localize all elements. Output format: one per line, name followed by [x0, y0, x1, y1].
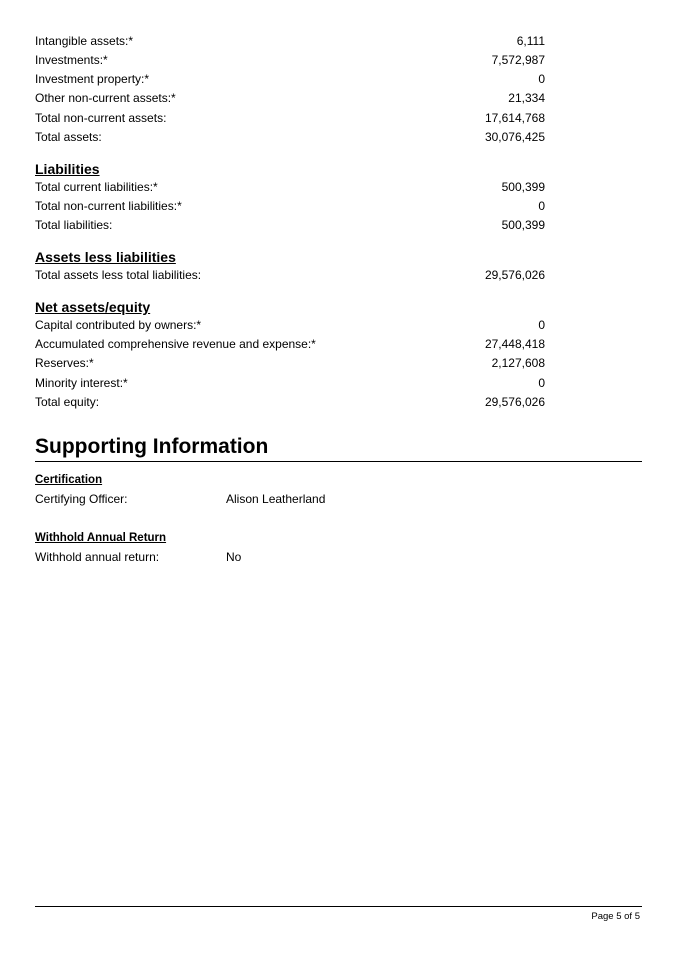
row-value: 500,399: [501, 218, 545, 232]
financial-row: [35, 374, 545, 393]
row-value: 2,127,608: [491, 356, 545, 370]
financial-row: [35, 89, 545, 108]
row-label: Total current liabilities:*: [35, 180, 158, 194]
row-label: Total assets:: [35, 130, 102, 144]
row-label: Accumulated comprehensive revenue and expense:*: [35, 337, 316, 351]
footer-divider: [35, 906, 642, 907]
row-label: Investments:*: [35, 53, 108, 67]
row-value: 7,572,987: [491, 53, 545, 67]
withhold-annual-return-heading: Withhold Annual Return: [35, 532, 167, 544]
row-value: 27,448,418: [484, 337, 545, 351]
financial-row: [35, 316, 545, 335]
financial-row: [35, 178, 545, 197]
row-value: 0: [538, 72, 545, 86]
certifying-officer-value: Alison Leatherland: [226, 492, 326, 506]
financial-row: [35, 266, 545, 285]
row-label: Total equity:: [35, 395, 100, 409]
financial-row: [35, 393, 545, 412]
financial-row: [35, 216, 545, 235]
row-label: Intangible assets:*: [35, 34, 134, 48]
financial-row: [35, 51, 545, 70]
row-value: 0: [538, 318, 545, 332]
row-value: 0: [538, 199, 545, 213]
withhold-annual-return-label: Withhold annual return:: [35, 550, 160, 564]
liabilities-heading: Liabilities: [35, 161, 100, 177]
row-label: Investment property:*: [35, 72, 150, 86]
row-value: 0: [538, 376, 545, 390]
row-label: Other non-current assets:*: [35, 91, 176, 105]
financial-row: [35, 70, 545, 89]
financial-row: [35, 109, 545, 128]
certifying-officer-row: [35, 491, 326, 507]
page-number: Page 5 of 5: [591, 911, 640, 922]
financial-row: [35, 128, 545, 147]
withhold-annual-return-row: [35, 549, 242, 565]
row-label: Minority interest:*: [35, 376, 128, 390]
row-value: 21,334: [508, 91, 545, 105]
section-divider: [35, 461, 642, 462]
row-label: Total liabilities:: [35, 218, 113, 232]
net-assets-heading: Net assets/equity: [35, 299, 151, 315]
row-value: 17,614,768: [484, 111, 545, 125]
row-label: Total assets less total liabilities:: [35, 268, 202, 282]
financial-row: [35, 197, 545, 216]
row-value: 29,576,026: [484, 395, 545, 409]
row-label: Total non-current assets:: [35, 111, 167, 125]
financial-row: [35, 335, 545, 354]
row-label: Capital contributed by owners:*: [35, 318, 202, 332]
row-label: Total non-current liabilities:*: [35, 199, 182, 213]
financial-row: [35, 32, 545, 51]
assets-less-liabilities-heading: Assets less liabilities: [35, 249, 176, 265]
financial-row: [35, 354, 545, 373]
certification-heading: Certification: [35, 474, 103, 486]
row-value: 29,576,026: [484, 268, 545, 282]
row-value: 500,399: [501, 180, 545, 194]
row-value: 6,111: [516, 34, 545, 48]
row-value: 30,076,425: [484, 130, 545, 144]
row-label: Reserves:*: [35, 356, 94, 370]
supporting-information-title: Supporting Information: [35, 435, 269, 458]
withhold-annual-return-value: No: [226, 550, 242, 564]
certifying-officer-label: Certifying Officer:: [35, 492, 128, 506]
